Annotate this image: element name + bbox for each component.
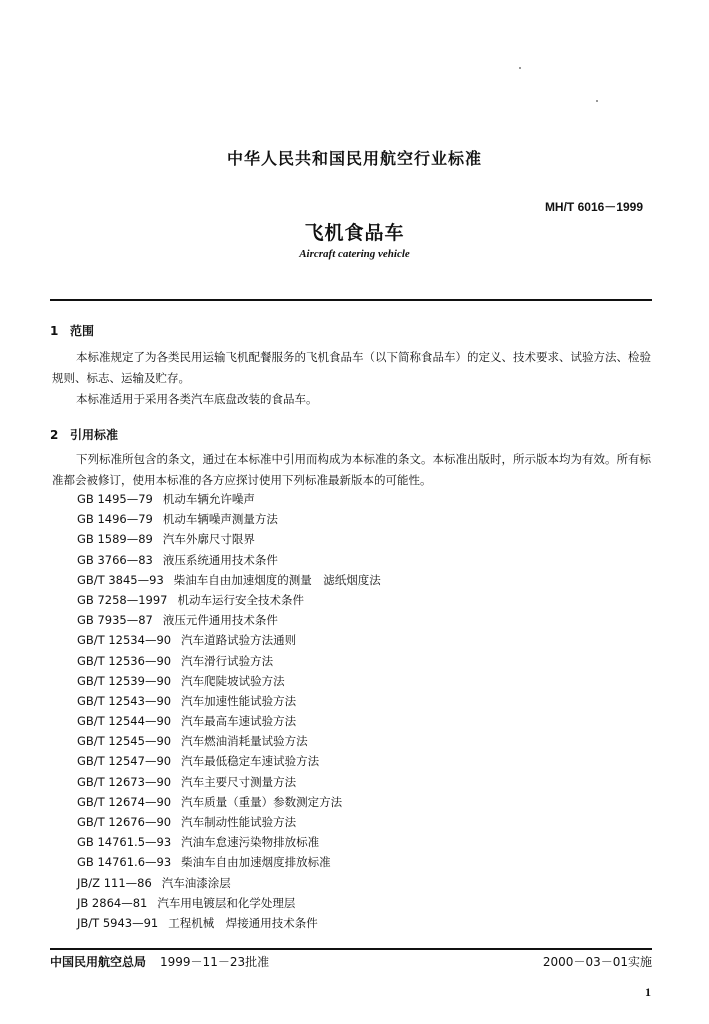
reference-code: GB 14761.6—93 [77, 855, 172, 870]
paragraph: 下列标准所包含的条文，通过在本标准中引用而构成为本标准的条文。本标准出版时，所示版本均为有效。所有标准都会被修订，使用本标准的各方应探讨使用下列标准最新版本的可能性。 [52, 452, 651, 487]
reference-item [77, 893, 381, 913]
page-number: 1 [645, 985, 651, 999]
reference-item [77, 772, 381, 792]
paragraph: 本标准规定了为各类民用运输飞机配餐服务的飞机食品车（以下简称食品车）的定义、技术要求、试验方法、检验规则、标志、运输及贮存。 [52, 350, 651, 385]
section-title: 范围 [70, 324, 95, 338]
issuing-organization: 中国民用航空总局 [50, 955, 147, 969]
footer-approval [50, 953, 269, 970]
reference-code: GB 14761.5—93 [77, 835, 172, 850]
reference-item [77, 610, 381, 630]
reference-item [77, 509, 381, 529]
reference-title: 汽车爬陡坡试验方法 [181, 673, 285, 688]
reference-item [77, 550, 381, 570]
reference-title: 工程机械 焊接通用技术条件 [168, 915, 318, 930]
standard-code: MH/T 6016－1999 [544, 200, 643, 214]
reference-code: GB/T 12544—90 [77, 714, 172, 729]
scan-speck [519, 67, 521, 69]
reference-title: 汽车外廓尺寸限界 [162, 532, 255, 547]
reference-item [77, 731, 381, 751]
reference-item [77, 691, 381, 711]
reference-item [77, 630, 381, 650]
reference-code: GB/T 12674—90 [77, 794, 172, 809]
reference-item [77, 792, 381, 812]
reference-item [77, 873, 381, 893]
reference-item [77, 671, 381, 691]
reference-title: 柴油车自由加速烟度的测量 滤纸烟度法 [173, 572, 381, 587]
reference-code: GB/T 12539—90 [77, 673, 172, 688]
reference-item [77, 832, 381, 852]
document-title: 飞机食品车 [304, 222, 405, 244]
reference-item [77, 590, 381, 610]
reference-title: 汽车道路试验方法通则 [181, 633, 297, 648]
section-title: 引用标准 [70, 428, 119, 442]
reference-list [77, 489, 381, 933]
reference-code: GB/T 12545—90 [77, 734, 172, 749]
reference-title: 机动车辆允许噪声 [162, 492, 255, 506]
reference-code: GB/T 12534—90 [77, 633, 172, 648]
reference-code: GB 7258—1997 [77, 592, 168, 607]
section-number: 1 [50, 324, 59, 338]
reference-code: JB 2864—81 [77, 895, 148, 910]
issuer-title: 中华人民共和国民用航空行业标准 [226, 149, 482, 168]
reference-code: GB 7935—87 [77, 613, 153, 628]
reference-code: GB/T 12676—90 [77, 815, 172, 829]
reference-title: 液压元件通用技术条件 [162, 613, 278, 628]
reference-title: 汽油车怠速污染物排放标准 [181, 835, 320, 850]
reference-title: 汽车滑行试验方法 [181, 653, 274, 668]
reference-title: 汽车最高车速试验方法 [181, 714, 297, 729]
reference-code: GB/T 12547—90 [77, 754, 172, 769]
reference-item [77, 751, 381, 771]
reference-code: GB/T 12673—90 [77, 774, 172, 789]
reference-item [77, 489, 381, 509]
reference-title: 汽车最低稳定车速试验方法 [181, 754, 320, 769]
reference-title: 汽车用电镀层和化学处理层 [157, 895, 296, 910]
reference-code: GB/T 12536—90 [77, 653, 172, 668]
paragraph: 本标准适用于采用各类汽车底盘改装的食品车。 [76, 392, 318, 406]
section-body-scope [52, 347, 657, 410]
document-title-english: Aircraft catering vehicle [299, 248, 410, 260]
reference-item [77, 812, 381, 832]
section-body-references [52, 449, 657, 491]
reference-title: 汽车主要尺寸测量方法 [181, 774, 297, 789]
reference-item [77, 651, 381, 671]
reference-title: 汽车加速性能试验方法 [181, 693, 297, 708]
scan-speck [596, 100, 598, 102]
reference-code: JB/Z 111—86 [77, 875, 152, 890]
reference-item [77, 711, 381, 731]
reference-code: GB 1495—79 [77, 492, 153, 506]
reference-item [77, 529, 381, 549]
reference-code: GB 3766—83 [77, 552, 153, 567]
implementation-date: 2000－03－01实施 [542, 955, 652, 969]
section-heading-references [50, 426, 118, 443]
reference-title: 汽车质量（重量）参数测定方法 [181, 794, 343, 809]
reference-code: GB/T 12543—90 [77, 693, 172, 708]
reference-code: GB 1496—79 [77, 512, 153, 527]
reference-title: 机动车运行安全技术条件 [177, 592, 304, 607]
reference-code: GB/T 3845—93 [77, 572, 164, 587]
reference-item [77, 852, 381, 872]
reference-title: 柴油车自由加速烟度排放标准 [181, 855, 331, 870]
section-number: 2 [50, 428, 59, 442]
reference-item [77, 570, 381, 590]
reference-title: 液压系统通用技术条件 [162, 552, 278, 567]
reference-code: JB/T 5943—91 [77, 915, 159, 930]
reference-item [77, 913, 381, 933]
footer-divider [50, 948, 652, 950]
header-divider [50, 299, 652, 301]
section-heading-scope [50, 322, 94, 339]
reference-title: 汽车制动性能试验方法 [181, 815, 297, 829]
reference-title: 机动车辆噪声测量方法 [162, 512, 278, 527]
approval-date: 1999－11－23批准 [160, 955, 270, 969]
reference-code: GB 1589—89 [77, 532, 153, 547]
reference-title: 汽车油漆涂层 [161, 875, 231, 890]
reference-title: 汽车燃油消耗量试验方法 [181, 734, 308, 749]
